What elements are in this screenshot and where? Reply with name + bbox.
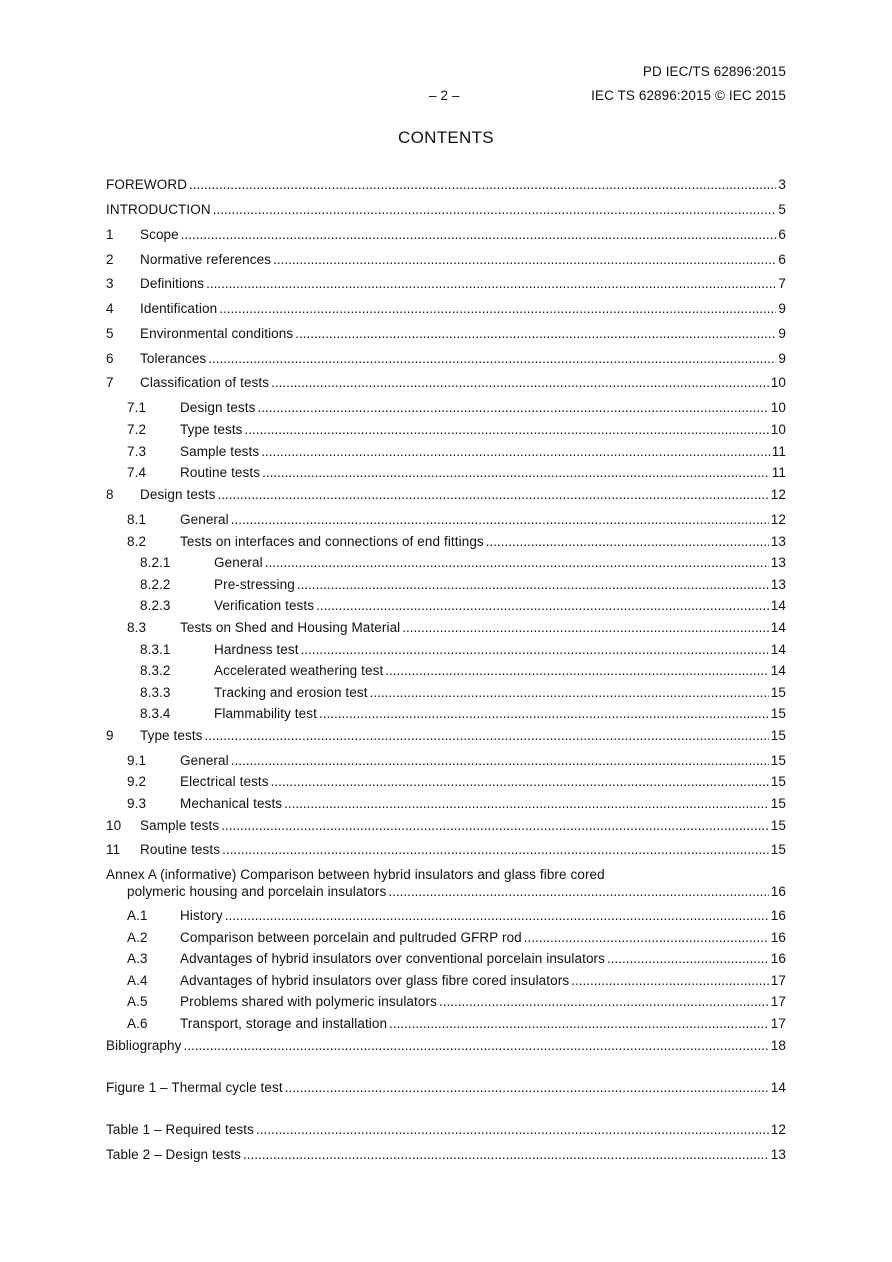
toc-page: 15 [770,818,786,833]
toc-page: 13 [770,577,786,592]
toc-page: 15 [770,728,786,743]
toc-leader [297,576,769,594]
toc-number: 1 [106,227,114,242]
toc-page: 18 [770,1038,786,1053]
toc-leader [607,950,769,968]
toc-leader [316,597,769,615]
toc-leader [189,176,776,194]
toc-title: Electrical tests [180,774,269,789]
toc-page: 13 [770,555,786,570]
toc-entry-8-1[interactable] [127,511,786,529]
toc-leader [370,684,769,702]
toc-page: 15 [770,842,786,857]
toc-title: Table 2 – Design tests [106,1147,242,1162]
toc-number: 4 [106,301,114,316]
toc-title: Definitions [140,276,205,291]
toc-page: 6 [778,227,786,242]
toc-title: Pre-stressing [214,577,295,592]
toc-leader [385,662,768,680]
toc-leader [219,300,776,318]
toc-number: 2 [106,252,114,267]
toc-entry-a-4[interactable] [127,972,786,990]
toc-title: Tracking and erosion test [214,685,368,700]
toc-entry-definitions[interactable] [106,275,786,293]
toc-entry-8-2-2[interactable] [140,576,786,594]
toc-entry-9-1[interactable] [127,752,786,770]
toc-title: Type tests [180,422,243,437]
toc-title: Accelerated weathering test [214,663,384,678]
toc-page: 14 [770,642,786,657]
toc-title: Classification of tests [140,375,270,390]
toc-leader [402,619,769,637]
header-standard-copyright: IEC TS 62896:2015 © IEC 2015 [591,88,786,103]
toc-number: 7.4 [127,465,147,480]
toc-entry-7-3[interactable] [127,443,786,461]
toc-title: INTRODUCTION [106,202,211,217]
toc-number: 8.3.3 [140,685,171,700]
toc-leader [261,443,770,461]
toc-page: 16 [770,884,786,899]
toc-leader [262,464,770,482]
toc-title: General [180,753,229,768]
toc-title: General [180,512,229,527]
toc-title: Bibliography [106,1038,182,1053]
toc-leader [571,972,769,990]
toc-number: 11 [106,842,121,857]
toc-page: 14 [770,598,786,613]
toc-entry-7-2[interactable] [127,421,786,439]
toc-leader [184,1037,769,1055]
toc-leader [285,1079,769,1097]
toc-page: 15 [770,753,786,768]
toc-page: 11 [771,444,786,459]
toc-number: 7.1 [127,400,147,415]
toc-entry-figure-1[interactable] [106,1079,786,1097]
toc-leader [206,275,776,293]
toc-entry-7-1[interactable] [127,399,786,417]
toc-leader [271,773,769,791]
toc-leader [217,486,768,504]
toc-page: 15 [770,685,786,700]
toc-title: Problems shared with polymeric insulators [180,994,437,1009]
toc-title: Tests on Shed and Housing Material [180,620,401,635]
toc-number: 8.3.2 [140,663,171,678]
toc-title: Scope [140,227,179,242]
toc-number: 7 [106,375,114,390]
toc-page: 3 [778,177,786,192]
toc-title: Comparison between porcelain and pultruded GFRP rod [180,930,522,945]
toc-entry-table-2[interactable] [106,1146,786,1164]
toc-leader [205,727,769,745]
toc-number: A.1 [127,908,148,923]
toc-title: Tolerances [140,351,207,366]
toc-page: 17 [770,994,786,1009]
toc-title: Identification [140,301,218,316]
toc-number: 9.2 [127,774,147,789]
toc-title: Mechanical tests [180,796,283,811]
toc-page: 6 [778,252,786,267]
toc-entry-introduction[interactable] [106,201,786,219]
toc-number: 9.3 [127,796,147,811]
toc-number: 8.3.1 [140,642,171,657]
toc-title: Environmental conditions [140,326,294,341]
toc-leader [221,817,769,835]
toc-page: 15 [770,774,786,789]
toc-title: polymeric housing and porcelain insulators [127,884,387,899]
toc-title: Sample tests [180,444,260,459]
toc-page: 11 [771,465,786,480]
toc-number: 7.3 [127,444,147,459]
toc-number: 8.2 [127,534,147,549]
toc-page: 5 [778,202,786,217]
toc-page: 9 [778,301,786,316]
toc-leader [256,1121,769,1139]
toc-entry-a-5[interactable] [127,993,786,1011]
toc-entry-a-1[interactable] [127,907,786,925]
toc-leader [231,511,769,529]
toc-entry-a-3[interactable] [127,950,786,968]
toc-leader [388,883,768,901]
toc-page: 12 [770,487,786,502]
toc-entry-a-6[interactable] [127,1015,786,1033]
toc-entry-8-2-1[interactable] [140,554,786,572]
toc-page: 14 [770,1080,786,1095]
toc-page: 16 [770,951,786,966]
toc-leader [301,641,769,659]
toc-annex-a-continued[interactable] [127,883,786,901]
toc-leader [245,421,769,439]
toc-entry-8-2-3[interactable] [140,597,786,615]
toc-entry-8-3[interactable] [127,619,786,637]
toc-title: Sample tests [140,818,220,833]
toc-leader [208,350,776,368]
toc-page: 17 [770,1016,786,1031]
toc-number: 8.1 [127,512,147,527]
toc-entry-8-3-2[interactable] [140,662,786,680]
toc-number: 8.2.1 [140,555,171,570]
toc-page: 15 [770,706,786,721]
page-title: CONTENTS [398,128,494,147]
toc-entry-design-tests[interactable] [106,486,786,504]
toc-leader [524,929,769,947]
toc-entry-scope[interactable] [106,226,786,244]
toc-entry-tolerances[interactable] [106,350,786,368]
toc-leader [271,374,769,392]
toc-entry-a-2[interactable] [127,929,786,947]
toc-title: Routine tests [140,842,221,857]
toc-page: 7 [778,276,786,291]
toc-title: Verification tests [214,598,315,613]
toc-page: 16 [770,930,786,945]
toc-entry-routine-tests[interactable] [106,841,786,859]
toc-leader [389,1015,769,1033]
toc-number: A.6 [127,1016,148,1031]
toc-leader [439,993,769,1011]
toc-leader [181,226,777,244]
toc-title: Design tests [180,400,256,415]
toc-entry-8-2[interactable] [127,533,786,551]
toc-number: 7.2 [127,422,147,437]
toc-title: Normative references [140,252,272,267]
toc-leader [257,399,768,417]
toc-title: Figure 1 – Thermal cycle test [106,1080,283,1095]
toc-entry-sample-tests[interactable] [106,817,786,835]
toc-entry-identification[interactable] [106,300,786,318]
header-document-id: PD IEC/TS 62896:2015 [642,64,786,79]
toc-page: 10 [770,375,786,390]
toc-title: General [214,555,263,570]
toc-title: Tests on interfaces and connections of end fittings [180,534,484,549]
toc-title: Design tests [140,487,216,502]
toc-page: 13 [770,534,786,549]
toc-entry-7-4[interactable] [127,464,786,482]
toc-page: 14 [770,620,786,635]
toc-entry-table-1[interactable] [106,1121,786,1139]
toc-entry-9-2[interactable] [127,773,786,791]
toc-page: 15 [770,796,786,811]
toc-leader [319,705,769,723]
toc-page: 9 [778,351,786,366]
toc-leader [295,325,776,343]
toc-number: A.5 [127,994,148,1009]
toc-number: 8.3 [127,620,147,635]
toc-page: 14 [770,663,786,678]
toc-entry-8-3-3[interactable] [140,684,786,702]
toc-number: 3 [106,276,114,291]
toc-title: FOREWORD [106,177,188,192]
toc-title: Advantages of hybrid insulators over glass fibre cored insulators [180,973,570,988]
toc-number: A.3 [127,951,148,966]
toc-title: Transport, storage and installation [180,1016,388,1031]
toc-leader [273,251,776,269]
toc-entry-8-3-1[interactable] [140,641,786,659]
toc-title: Routine tests [180,465,261,480]
toc-number: 5 [106,326,114,341]
toc-leader [243,1146,769,1164]
toc-number: 8.2.2 [140,577,171,592]
toc-page: 13 [770,1147,786,1162]
toc-number: 9 [106,728,114,743]
toc-leader [225,907,769,925]
toc-title: Hardness test [214,642,299,657]
toc-page: 12 [770,1122,786,1137]
toc-number: 6 [106,351,114,366]
toc-title: Flammability test [214,706,317,721]
toc-page: 17 [770,973,786,988]
toc-number: 10 [106,818,122,833]
toc-page: 9 [778,326,786,341]
toc-page: 10 [770,400,786,415]
toc-number: A.4 [127,973,148,988]
toc-number: 8 [106,487,114,502]
toc-entry-foreword[interactable] [106,176,786,194]
toc-entry-environmental-conditions[interactable] [106,325,786,343]
toc-entry-bibliography[interactable] [106,1037,786,1055]
toc-leader [486,533,769,551]
toc-entry-classification-of-tests[interactable] [106,374,786,392]
toc-number: 9.1 [127,753,147,768]
toc-entry-normative-references[interactable] [106,251,786,269]
header-page-number: – 2 – [429,88,460,103]
toc-leader [231,752,769,770]
toc-entry-9-3[interactable] [127,795,786,813]
toc-number: A.2 [127,930,148,945]
toc-leader [284,795,769,813]
toc-title: Table 1 – Required tests [106,1122,254,1137]
toc-title: Advantages of hybrid insulators over conventional porcelain insulators [180,951,605,966]
toc-leader [213,201,777,219]
toc-page: 12 [770,512,786,527]
toc-page: 16 [770,908,786,923]
toc-number: 8.2.3 [140,598,171,613]
toc-leader [265,554,769,572]
toc-title: Type tests [140,728,203,743]
toc-number: 8.3.4 [140,706,171,721]
toc-leader [222,841,769,859]
toc-entry-8-3-4[interactable] [140,705,786,723]
toc-title: History [180,908,223,923]
toc-annex-a-heading[interactable]: Annex A (informative) Comparison between hybrid insulators and glass fibre cored [106,867,605,882]
toc-page: 10 [770,422,786,437]
toc-entry-type-tests[interactable] [106,727,786,745]
